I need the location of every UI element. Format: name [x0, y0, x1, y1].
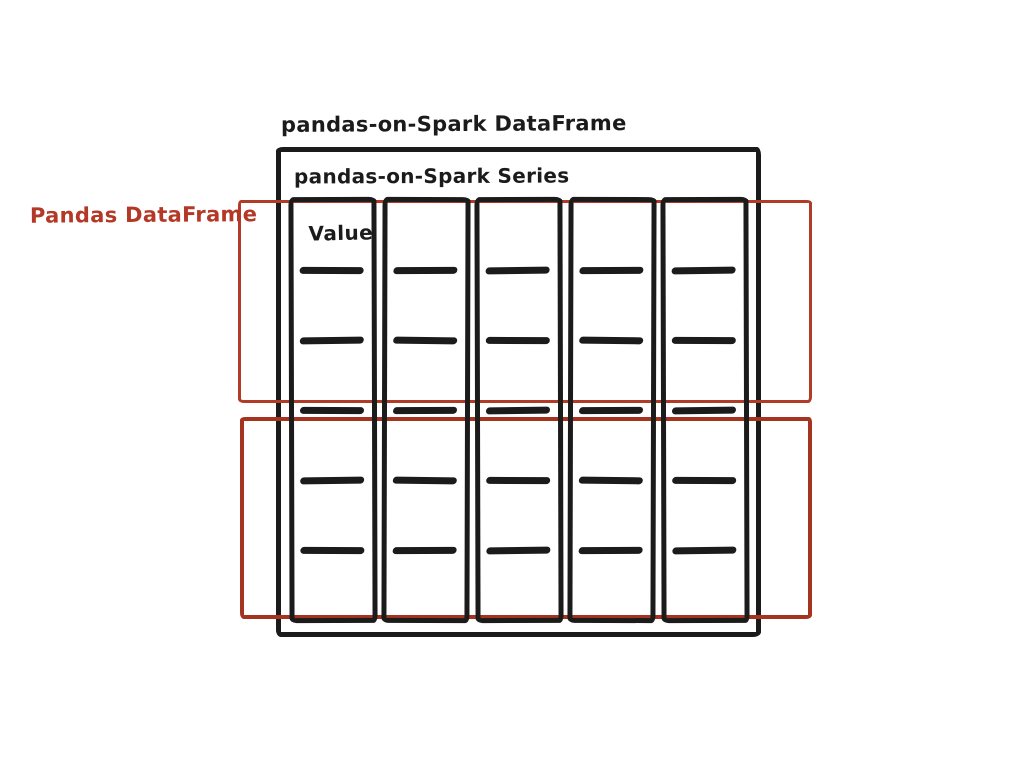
series-columns-container — [289, 197, 749, 623]
value-row-line — [486, 407, 550, 415]
value-row-line — [486, 477, 550, 484]
value-row-line — [579, 337, 643, 345]
value-row-line — [672, 337, 736, 344]
value-row-line — [672, 477, 736, 484]
value-row-line — [393, 547, 457, 554]
value-row-line — [300, 267, 364, 274]
value-row-line — [300, 337, 364, 345]
value-row-line — [486, 337, 550, 344]
pandas-dataframe-label: Pandas DataFrame — [29, 202, 258, 228]
value-row-line — [300, 547, 364, 554]
value-column-header: Value — [308, 220, 374, 246]
series-column — [567, 197, 656, 623]
value-row-line — [672, 267, 736, 275]
pandas-on-spark-dataframe-title: pandas-on-Spark DataFrame — [280, 111, 627, 137]
pandas-on-spark-series-label: pandas-on-Spark Series — [293, 163, 570, 189]
value-row-line — [393, 407, 457, 414]
value-row-line — [300, 407, 364, 414]
value-row-line — [393, 477, 457, 485]
value-row-line — [672, 407, 736, 415]
value-row-line — [672, 547, 736, 555]
value-row-line — [300, 477, 364, 485]
value-row-line — [486, 267, 550, 275]
series-column — [474, 197, 563, 623]
series-column — [288, 197, 377, 623]
value-row-line — [579, 477, 643, 485]
value-row-line — [579, 547, 643, 554]
value-row-line — [486, 547, 550, 555]
series-column — [660, 197, 749, 623]
value-row-line — [579, 267, 643, 274]
value-row-line — [393, 337, 457, 345]
series-column — [381, 197, 470, 623]
value-row-line — [579, 407, 643, 414]
value-row-line — [393, 267, 457, 274]
